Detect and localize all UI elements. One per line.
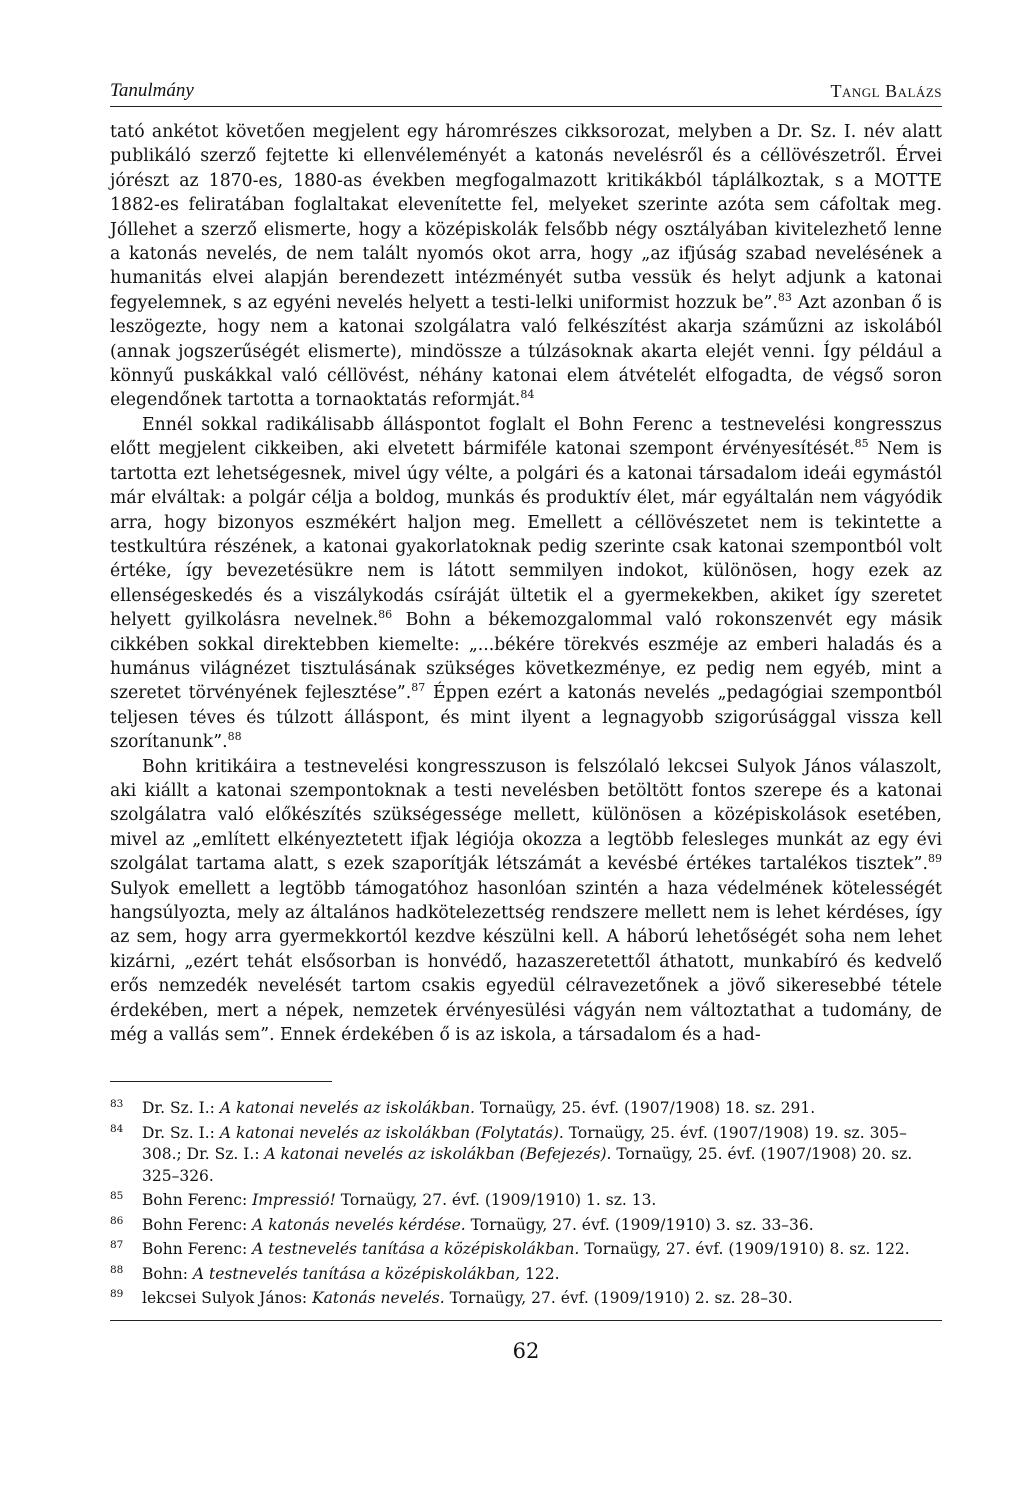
footnote-number (110, 1239, 142, 1261)
footnote-citation: Bohn Ferenc: (142, 1215, 253, 1234)
footnote-ref[interactable]: 84 (520, 388, 535, 402)
footnote-number-label: 85 (110, 1190, 124, 1203)
footnote-text (142, 1190, 942, 1212)
footnote-ref[interactable]: 86 (378, 608, 393, 622)
footnote-title: A katonai nevelés az iskolákban (Folytatás). (219, 1123, 564, 1142)
footnote-citation: Tornaügy, 25. évf. (1907/1908) 20. sz. 325–326. (142, 1145, 913, 1185)
footnote-text (142, 1215, 942, 1237)
footnote (110, 1123, 942, 1188)
footnote-citation: Bohn Ferenc: (142, 1191, 253, 1210)
footnote-title: A katonás nevelés kérdése. (252, 1215, 466, 1234)
paragraph-text: tató ankétot követően megjelent egy háromrészes cikksorozat, melyben a Dr. Sz. I. név alatt publikáló szerző fejtette ki ellenvéleményét a katonás nevelésről és a céllövészetről. Érvei jórészt az 1870-es, 1880-as években megfogalmazott kritikákból táplálkoztak, s a MOTTE 1882-es feliratában foglaltakat elevenítette fel, melyeket szerinte azóta sem cáfoltak meg. Jóllehet a szerző elismerte, hogy a középiskolák felsőbb négy osztályában kivitelezhető lenne a katonás nevelés, de nem talált nyomós okot arra, hogy „az ifjúság szabad nevelésének a humanitás elvei alapján berendezett intézményét sutba vessük és helyt adjunk a katonai fegyelemnek, s az egyéni nevelés helyett a testi-lelki uniformist hozzuk be”. (110, 122, 942, 313)
page (110, 80, 942, 1363)
footnote-title: Impressió! (252, 1191, 336, 1210)
footnote (110, 1239, 942, 1261)
footnote (110, 1288, 942, 1310)
footnote-number (110, 1123, 142, 1188)
footnote-citation: 122. (520, 1264, 560, 1283)
paragraph-text: Nem is tartotta ezt lehetségesnek, mivel úgy vélte, a polgári és a katonai társadalom ideái egymástól már elváltak: a polgár célja a boldog, munkás és produktív élet, már egyáltalán nem vágyódik arra, hogy bizonyos eszmékért haljon meg. Emellett a céllövészetet nem is tekintette a testkultúra részének, a katonai gyakorlatoknak pedig szerinte csak katonai szempontból volt értéke, így bevezetésükre nem is látott semmilyen indokot, különösen, hogy ezek az ellenségeskedés és a viszálykodás csíráját ültetik el a gyermekekben, akiket így szeretet helyett gyilkolásra nevelnek. (110, 439, 942, 631)
footnote-citation: Bohn Ferenc: (142, 1240, 253, 1259)
footnote-number (110, 1288, 142, 1310)
paragraph (110, 755, 942, 1048)
footnote-ref[interactable]: 87 (411, 681, 426, 695)
footnote-number-label: 88 (110, 1263, 124, 1276)
footnote-ref[interactable]: 85 (854, 437, 869, 451)
footnote-text (142, 1123, 942, 1188)
paragraph-text: Ennél sokkal radikálisabb álláspontot foglalt el Bohn Ferenc a testnevelési kongresszus előtt megjelent cikkeiben, aki elvetett bármiféle katonai szempont érvényesítését. (110, 414, 942, 460)
footnote-number (110, 1264, 142, 1286)
footnote-ref[interactable]: 88 (227, 730, 242, 744)
footnotes (110, 1098, 942, 1310)
footnote-text (142, 1264, 942, 1286)
footnote-title: A katonai nevelés az iskolákban. (219, 1099, 475, 1118)
footnote-number-label: 87 (110, 1239, 124, 1252)
footnote-number (110, 1098, 142, 1120)
footnote-title: A testnevelés tanítása a középiskolákban. (252, 1240, 580, 1259)
footnote-citation: Tornaügy, 27. évf. (1909/1910) 3. sz. 33–36. (465, 1215, 814, 1234)
paragraph-text: Éppen ezért a katonás nevelés „pedagógiai szempontból teljesen téves és túlzott álláspont, és mint ilyent a legnagyobb szigorúsággal vissza kell szorítanunk”. (110, 683, 942, 753)
paragraph (110, 120, 942, 413)
footnote-text (142, 1288, 942, 1310)
footnote-citation: Tornaügy, 27. évf. (1909/1910) 8. sz. 122. (579, 1240, 910, 1259)
footnote-citation: Tornaügy, 27. évf. (1909/1910) 1. sz. 13. (335, 1191, 657, 1210)
body-text (110, 120, 942, 1047)
footnote-citation: Tornaügy, 27. évf. (1909/1910) 2. sz. 28–30. (444, 1289, 793, 1308)
footnote-text (142, 1239, 942, 1261)
footnote-title: A katonai nevelés az iskolákban (Befejezés). (264, 1145, 612, 1164)
paragraph-text: Bohn a békemozgalommal való rokonszenvét egy másik cikkében sokkal direktebben kiemelte: „...békére törekvés eszméje az emberi haladás és a humánus világnézet tisztulásának szükséges következménye, ez pedig nem egyéb, mint a szeretet törvényének fejlesztése”. (110, 610, 942, 704)
paragraph-text: Sulyok emellett a legtöbb támogatóhoz hasonlóan szintén a haza védelmének kötelességét hangsúlyozta, mely az általános hadkötelezettség rendszere mellett nem is lehet kérdéses, így az sem, hogy arra gyermekkortól kezdve készülni kell. A háború lehetőségét soha nem lehet kizárni, „ezért tehát elsősorban is honvédő, hazaszeretettől áthatott, munkabíró és kedvelő erős nemzedék nevelését tartom csakis egyedül célravezetőnek a jövő sikeresebbé tétele érdekében, mert a népek, nemzetek érvényesülési vágyán nem változtathat a tudomány, de még a vallás sem”. Ennek érdekében ő is az iskola, a társadalom és a had- (110, 878, 942, 1046)
footnote-number-label: 84 (110, 1122, 124, 1135)
footnote-number-label: 89 (110, 1288, 124, 1301)
footnote (110, 1098, 942, 1120)
footnote (110, 1264, 942, 1286)
footnote-divider (110, 1081, 332, 1082)
footnote-text (142, 1098, 942, 1120)
footnote (110, 1215, 942, 1237)
footnote-citation: Dr. Sz. I.: (142, 1099, 220, 1118)
footnote-citation: Tornaügy, 25. évf. (1907/1908) 19. sz. 305–308.; Dr. Sz. I.: (142, 1123, 907, 1164)
footnote (110, 1190, 942, 1212)
bottom-rule (110, 1320, 942, 1321)
paragraph-text: Azt azonban ő is leszögezte, hogy nem a katonai szolgálatra való felkészítést akarja száműzni az iskolából (annak jogszerűségét elismerte), mindössze a túlzásoknak akarta elejét venni. Így például a könnyű puskákkal való céllövést, néhány katonai elem átvételét elfogadta, de végső soron elegendőnek tartotta a tornaoktatás reformját. (110, 292, 942, 411)
footnote-citation: Tornaügy, 25. évf. (1907/1908) 18. sz. 291. (474, 1099, 816, 1118)
paragraph (110, 413, 942, 755)
footnote-number-label: 83 (110, 1098, 124, 1111)
footnote-number (110, 1215, 142, 1237)
header-section-title: Tanulmány (110, 80, 194, 101)
footnote-ref[interactable]: 89 (928, 852, 942, 866)
footnote-citation: Bohn: (142, 1264, 193, 1283)
footnote-citation: Dr. Sz. I.: (142, 1123, 220, 1142)
footnote-ref[interactable]: 83 (777, 290, 792, 304)
paragraph-text: Bohn kritikáira a testnevelési kongresszuson is felszólaló lekcsei Sulyok János válaszolt, aki kiállt a katonai szempontoknak a testi nevelésben betöltött fontos szerepe és a katonai szolgálatra való előkészítés szükségessége mellett, különösen a középiskolások esetében, mivel az „említett elkényeztetett ifjak légiója okozza a legtöbb felesleges munkát az egy évi szolgálat tartama alatt, s ezek szaporítják létszámát a kevésbé értékes tartalékos tisztek”. (110, 756, 942, 875)
footnote-citation: lekcsei Sulyok János: (142, 1289, 313, 1308)
footnote-number-label: 86 (110, 1214, 124, 1227)
page-number: 62 (512, 1338, 540, 1363)
running-header (110, 80, 942, 107)
footnote-title: A testnevelés tanítása a középiskolákban, (192, 1264, 521, 1283)
footnote-title: Katonás nevelés. (312, 1289, 445, 1308)
footnote-number (110, 1190, 142, 1212)
header-author: Tangl Balázs (830, 81, 942, 101)
